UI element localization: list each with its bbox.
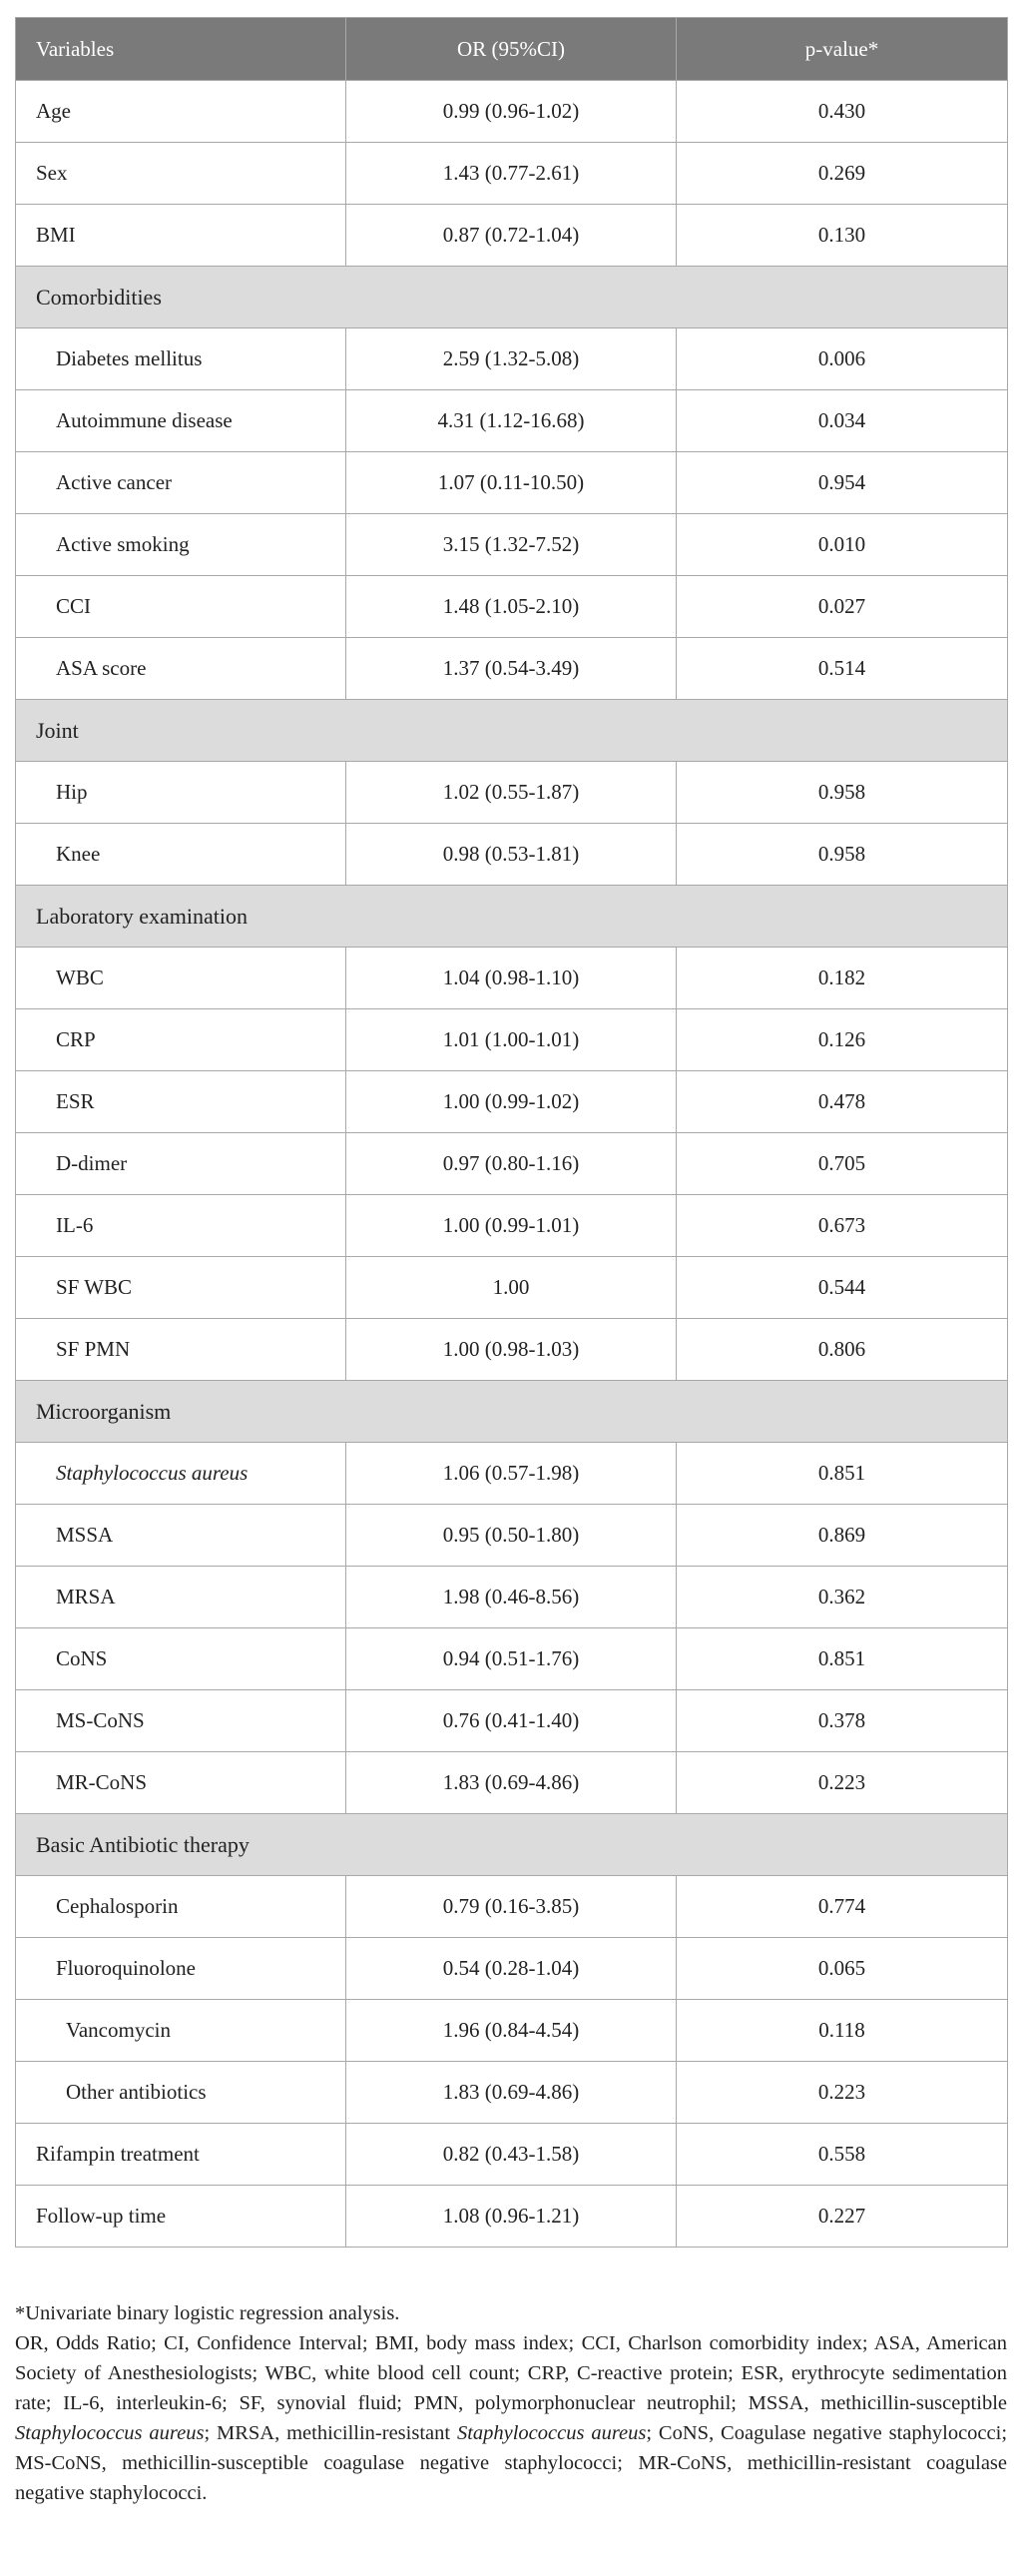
- variable-name: SF WBC: [16, 1257, 346, 1319]
- odds-ratio-ci: 1.01 (1.00-1.01): [346, 1009, 677, 1071]
- section-row: [16, 1381, 1008, 1443]
- p-value: 0.223: [677, 1752, 1008, 1814]
- odds-ratio-ci: 0.79 (0.16-3.85): [346, 1876, 677, 1938]
- variable-name: Active smoking: [16, 514, 346, 576]
- section-label: Laboratory examination: [16, 886, 1008, 948]
- p-value: 0.869: [677, 1505, 1008, 1567]
- p-value: 0.378: [677, 1690, 1008, 1752]
- p-value: 0.130: [677, 205, 1008, 267]
- variable-name: SF PMN: [16, 1319, 346, 1381]
- odds-ratio-ci: 3.15 (1.32-7.52): [346, 514, 677, 576]
- table-row: [16, 81, 1008, 143]
- odds-ratio-ci: 1.83 (0.69-4.86): [346, 1752, 677, 1814]
- p-value: 0.223: [677, 2062, 1008, 2124]
- table-row: [16, 824, 1008, 886]
- table-row: [16, 1257, 1008, 1319]
- odds-ratio-ci: 4.31 (1.12-16.68): [346, 390, 677, 452]
- table-row: [16, 762, 1008, 824]
- odds-ratio-ci: 1.02 (0.55-1.87): [346, 762, 677, 824]
- table-row: [16, 1195, 1008, 1257]
- variable-name: Autoimmune disease: [16, 390, 346, 452]
- section-row: [16, 1814, 1008, 1876]
- p-value: 0.851: [677, 1443, 1008, 1505]
- p-value: 0.027: [677, 576, 1008, 638]
- header-variables: Variables: [16, 18, 346, 81]
- odds-ratio-ci: 1.43 (0.77-2.61): [346, 143, 677, 205]
- section-row: [16, 267, 1008, 328]
- p-value: 0.269: [677, 143, 1008, 205]
- table-row: [16, 1876, 1008, 1938]
- table-row: [16, 1009, 1008, 1071]
- table-row: [16, 328, 1008, 390]
- table-row: [16, 1505, 1008, 1567]
- variable-name: CoNS: [16, 1628, 346, 1690]
- p-value: 0.478: [677, 1071, 1008, 1133]
- abbreviation-text: ; MRSA, methicillin-resistant: [204, 2422, 457, 2444]
- variable-name: BMI: [16, 205, 346, 267]
- odds-ratio-ci: 2.59 (1.32-5.08): [346, 328, 677, 390]
- p-value: 0.705: [677, 1133, 1008, 1195]
- table-row: [16, 390, 1008, 452]
- p-value: 0.954: [677, 452, 1008, 514]
- table-row: [16, 1133, 1008, 1195]
- odds-ratio-ci: 1.37 (0.54-3.49): [346, 638, 677, 700]
- table-row: [16, 452, 1008, 514]
- variable-name: Staphylococcus aureus: [16, 1443, 346, 1505]
- table-row: [16, 1319, 1008, 1381]
- table-row: [16, 1567, 1008, 1628]
- variable-name: Follow-up time: [16, 2186, 346, 2248]
- p-value: 0.806: [677, 1319, 1008, 1381]
- results-table-container: [15, 17, 1007, 2248]
- odds-ratio-ci: 1.96 (0.84-4.54): [346, 2000, 677, 2062]
- p-value: 0.126: [677, 1009, 1008, 1071]
- variable-name: ASA score: [16, 638, 346, 700]
- odds-ratio-ci: 1.00: [346, 1257, 677, 1319]
- odds-ratio-ci: 1.00 (0.99-1.01): [346, 1195, 677, 1257]
- p-value: 0.010: [677, 514, 1008, 576]
- table-row: [16, 1628, 1008, 1690]
- p-value: 0.958: [677, 762, 1008, 824]
- header-row: [16, 18, 1008, 81]
- odds-ratio-ci: 1.83 (0.69-4.86): [346, 2062, 677, 2124]
- table-row: [16, 143, 1008, 205]
- table-footnotes: [15, 2298, 1007, 2508]
- p-value: 0.118: [677, 2000, 1008, 2062]
- odds-ratio-ci: 0.94 (0.51-1.76): [346, 1628, 677, 1690]
- section-row: [16, 886, 1008, 948]
- table-row: [16, 1443, 1008, 1505]
- table-row: [16, 514, 1008, 576]
- variable-name: Other antibiotics: [16, 2062, 346, 2124]
- odds-ratio-ci: 0.95 (0.50-1.80): [346, 1505, 677, 1567]
- p-value: 0.430: [677, 81, 1008, 143]
- variable-name: MS-CoNS: [16, 1690, 346, 1752]
- table-row: [16, 1938, 1008, 2000]
- table-row: [16, 1752, 1008, 1814]
- odds-ratio-ci: 0.54 (0.28-1.04): [346, 1938, 677, 2000]
- variable-name: MSSA: [16, 1505, 346, 1567]
- variable-name: Rifampin treatment: [16, 2124, 346, 2186]
- variable-name: Active cancer: [16, 452, 346, 514]
- univariate-regression-table: [15, 17, 1008, 2248]
- p-value: 0.544: [677, 1257, 1008, 1319]
- table-row: [16, 2000, 1008, 2062]
- abbreviation-text: ; CoNS, Coagulase negative staphylococci; MS-CoNS, methicillin-susceptible coagulase negative staphylococci; MR-CoNS, methicillin-resistant coagulase negative staphylococci.: [15, 2422, 1008, 2504]
- table-row: [16, 1690, 1008, 1752]
- p-value: 0.514: [677, 638, 1008, 700]
- p-value: 0.774: [677, 1876, 1008, 1938]
- odds-ratio-ci: 1.48 (1.05-2.10): [346, 576, 677, 638]
- table-row: [16, 638, 1008, 700]
- header-or-ci: OR (95%CI): [346, 18, 677, 81]
- odds-ratio-ci: 1.00 (0.99-1.02): [346, 1071, 677, 1133]
- section-label: Basic Antibiotic therapy: [16, 1814, 1008, 1876]
- table-row: [16, 576, 1008, 638]
- section-label: Comorbidities: [16, 267, 1008, 328]
- variable-name: D-dimer: [16, 1133, 346, 1195]
- p-value: 0.065: [677, 1938, 1008, 2000]
- odds-ratio-ci: 1.98 (0.46-8.56): [346, 1567, 677, 1628]
- section-label: Microorganism: [16, 1381, 1008, 1443]
- species-name-italic: Staphylococcus aureus: [456, 2422, 647, 2444]
- variable-name: CRP: [16, 1009, 346, 1071]
- table-row: [16, 2062, 1008, 2124]
- variable-name: MRSA: [16, 1567, 346, 1628]
- table-row: [16, 2124, 1008, 2186]
- p-value: 0.182: [677, 948, 1008, 1009]
- variable-name: CCI: [16, 576, 346, 638]
- variable-name: WBC: [16, 948, 346, 1009]
- header-p-value: p-value*: [677, 18, 1008, 81]
- odds-ratio-ci: 1.06 (0.57-1.98): [346, 1443, 677, 1505]
- species-name-italic: Staphylococcus aureus: [15, 2422, 205, 2444]
- odds-ratio-ci: 0.99 (0.96-1.02): [346, 81, 677, 143]
- p-value: 0.034: [677, 390, 1008, 452]
- variable-name: Vancomycin: [16, 2000, 346, 2062]
- p-value: 0.558: [677, 2124, 1008, 2186]
- variable-name: Hip: [16, 762, 346, 824]
- odds-ratio-ci: 1.08 (0.96-1.21): [346, 2186, 677, 2248]
- odds-ratio-ci: 1.00 (0.98-1.03): [346, 1319, 677, 1381]
- abbreviation-text: OR, Odds Ratio; CI, Confidence Interval; BMI, body mass index; CCI, Charlson comorbidity index; ASA, American Society of Anesthesiologists; WBC, white blood cell count; CRP, C-reactive protein; ESR, erythrocyte sedimentation rate; IL-6, interleukin-6; SF, synovial fluid; PMN, polymorphonuclear neutrophil; MSSA, methicillin-susceptible: [15, 2332, 1007, 2414]
- p-value: 0.006: [677, 328, 1008, 390]
- table-body: [16, 81, 1008, 2248]
- odds-ratio-ci: 0.76 (0.41-1.40): [346, 1690, 677, 1752]
- section-row: [16, 700, 1008, 762]
- footnote-method: *Univariate binary logistic regression analysis.: [15, 2302, 400, 2324]
- variable-name: Fluoroquinolone: [16, 1938, 346, 2000]
- odds-ratio-ci: 0.98 (0.53-1.81): [346, 824, 677, 886]
- p-value: 0.673: [677, 1195, 1008, 1257]
- variable-name: IL-6: [16, 1195, 346, 1257]
- variable-name: Diabetes mellitus: [16, 328, 346, 390]
- table-row: [16, 2186, 1008, 2248]
- odds-ratio-ci: 1.04 (0.98-1.10): [346, 948, 677, 1009]
- variable-name: ESR: [16, 1071, 346, 1133]
- variable-name: MR-CoNS: [16, 1752, 346, 1814]
- table-row: [16, 948, 1008, 1009]
- variable-name: Sex: [16, 143, 346, 205]
- table-row: [16, 205, 1008, 267]
- p-value: 0.958: [677, 824, 1008, 886]
- section-label: Joint: [16, 700, 1008, 762]
- odds-ratio-ci: 0.82 (0.43-1.58): [346, 2124, 677, 2186]
- p-value: 0.227: [677, 2186, 1008, 2248]
- odds-ratio-ci: 0.97 (0.80-1.16): [346, 1133, 677, 1195]
- variable-name: Knee: [16, 824, 346, 886]
- footnote-abbreviations: [15, 2328, 1007, 2508]
- variable-name: Cephalosporin: [16, 1876, 346, 1938]
- table-header: [16, 18, 1008, 81]
- variable-name: Age: [16, 81, 346, 143]
- odds-ratio-ci: 0.87 (0.72-1.04): [346, 205, 677, 267]
- p-value: 0.851: [677, 1628, 1008, 1690]
- table-row: [16, 1071, 1008, 1133]
- odds-ratio-ci: 1.07 (0.11-10.50): [346, 452, 677, 514]
- p-value: 0.362: [677, 1567, 1008, 1628]
